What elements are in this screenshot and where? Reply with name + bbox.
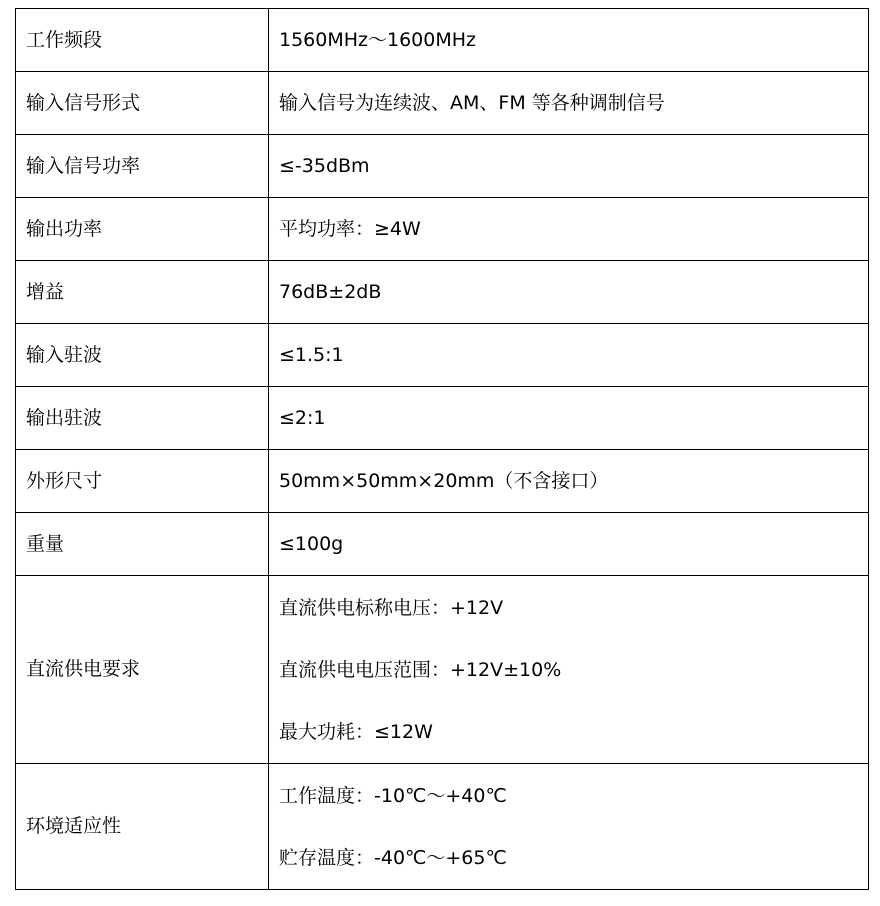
spec-label: 输出功率	[16, 198, 269, 261]
table-row	[16, 450, 869, 513]
spec-label: 输入驻波	[16, 324, 269, 387]
spec-label: 输入信号形式	[16, 72, 269, 135]
spec-value-line: 工作温度：-10℃～+40℃	[279, 784, 507, 807]
spec-value: 1560MHz～1600MHz	[269, 9, 869, 72]
spec-value: ≤1.5:1	[269, 324, 869, 387]
table-row	[16, 9, 869, 72]
table-row	[16, 198, 869, 261]
table-row	[16, 387, 869, 450]
table-row	[16, 135, 869, 198]
spec-value-line: 直流供电电压范围：+12V±10%	[279, 658, 562, 681]
spec-label: 环境适应性	[16, 764, 269, 890]
spec-label: 输出驻波	[16, 387, 269, 450]
spec-value: 76dB±2dB	[269, 261, 869, 324]
spec-label: 外形尺寸	[16, 450, 269, 513]
spec-value-line: 最大功耗：≤12W	[279, 720, 433, 743]
spec-value: 平均功率：≥4W	[269, 198, 869, 261]
spec-label: 直流供电要求	[16, 576, 269, 764]
spec-value: ≤-35dBm	[269, 135, 869, 198]
spec-value: 输入信号为连续波、AM、FM 等各种调制信号	[269, 72, 869, 135]
spec-value-line: 直流供电标称电压：+12V	[279, 596, 504, 619]
spec-table	[15, 8, 869, 890]
spec-label: 工作频段	[16, 9, 269, 72]
table-row-environment	[16, 764, 869, 890]
table-row	[16, 513, 869, 576]
spec-label: 重量	[16, 513, 269, 576]
table-row	[16, 261, 869, 324]
spec-value-multiline	[269, 576, 869, 764]
spec-label: 输入信号功率	[16, 135, 269, 198]
table-row	[16, 324, 869, 387]
spec-value-multiline	[269, 764, 869, 890]
spec-value: ≤100g	[269, 513, 869, 576]
spec-value: 50mm×50mm×20mm（不含接口）	[269, 450, 869, 513]
spec-value: ≤2:1	[269, 387, 869, 450]
spec-label: 增益	[16, 261, 269, 324]
spec-value-line: 贮存温度：-40℃～+65℃	[279, 846, 507, 869]
table-row	[16, 72, 869, 135]
table-row-power	[16, 576, 869, 764]
